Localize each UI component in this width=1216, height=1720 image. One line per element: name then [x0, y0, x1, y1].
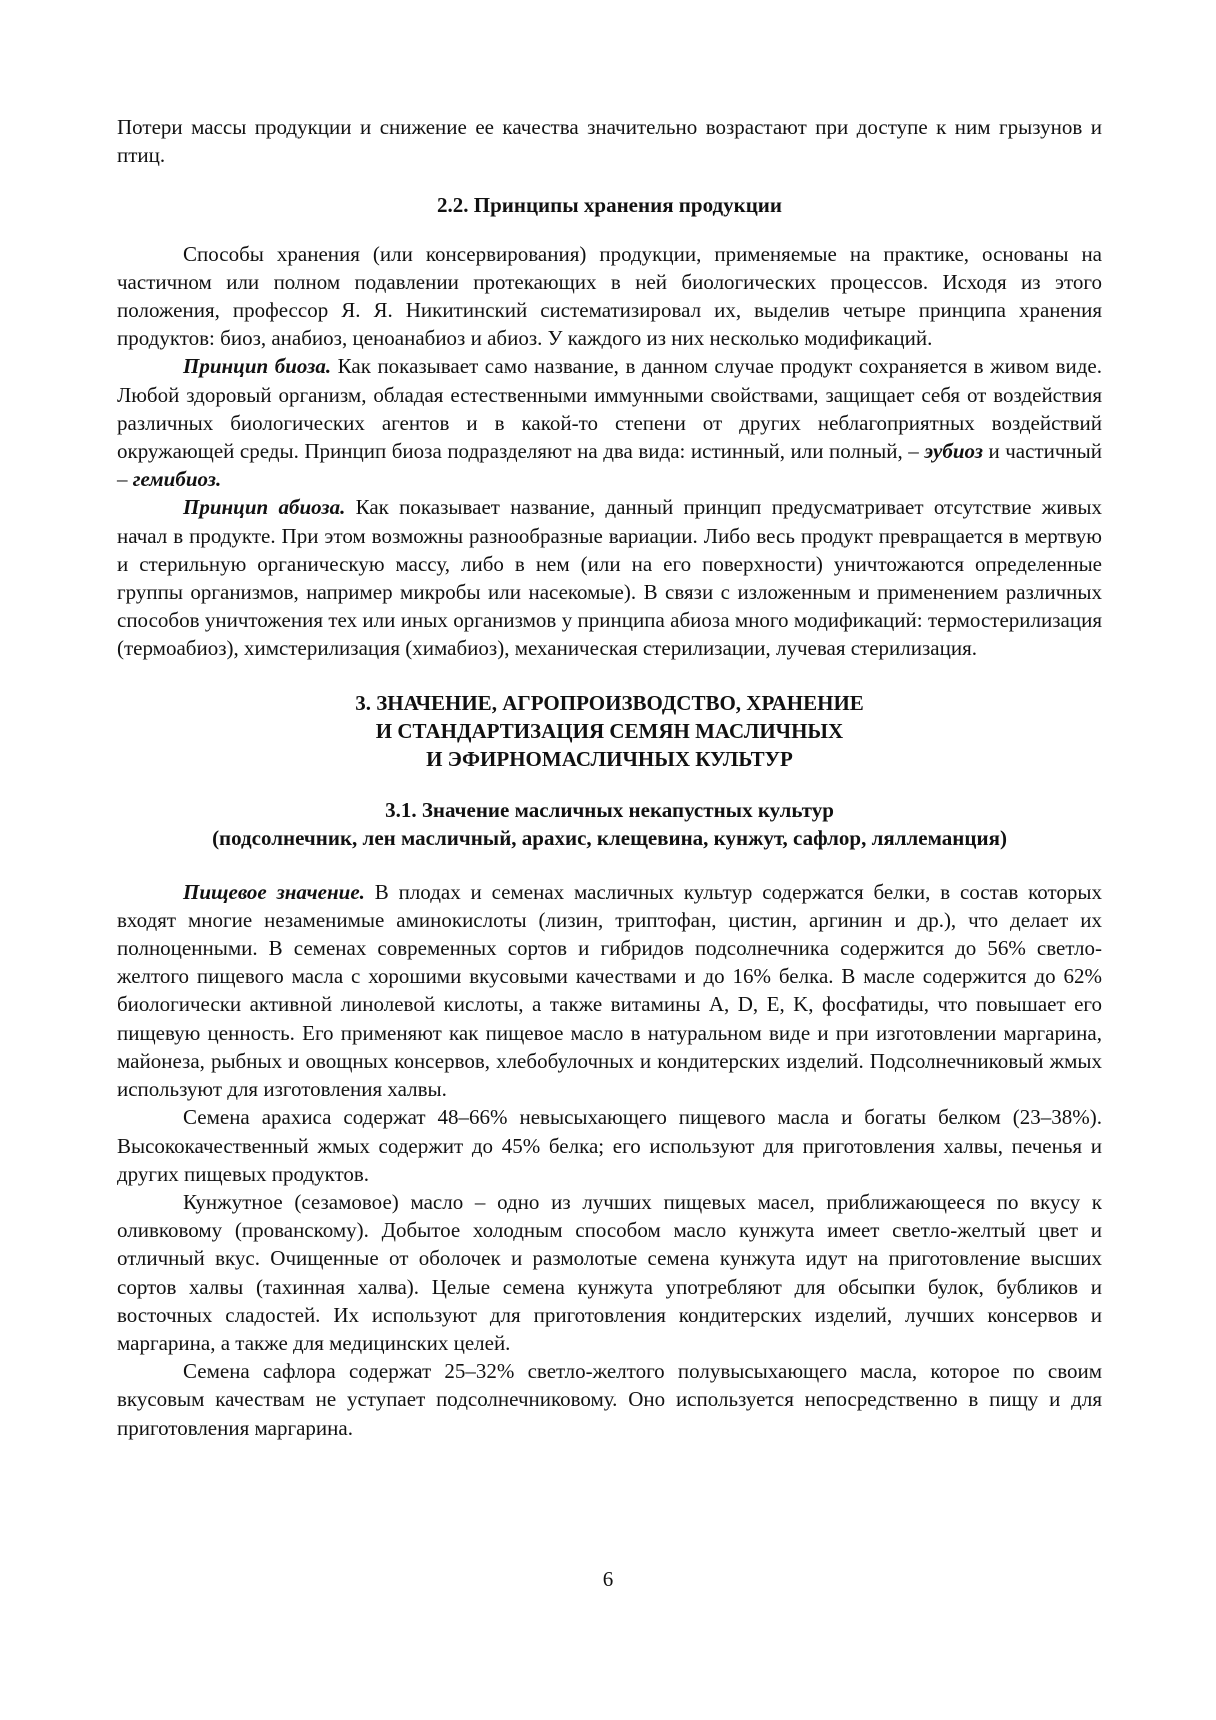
section-3-heading — [117, 689, 1102, 774]
page-content — [117, 113, 1102, 1442]
safflower-paragraph: Семена сафлора содержат 25–32% светло-желтого полувысыхающего масла, которое по своим вкусовым качествам не уступает подсолнечниковому. Оно используется непосредственно в пищу и для приготовления маргарина. — [117, 1359, 1102, 1440]
abiosis-term: Принцип абиоза. — [183, 495, 346, 520]
food-value-term: Пищевое значение. — [183, 879, 365, 904]
intro-paragraph: Потери массы продукции и снижение ее качества значительно возрастают при доступе к ним грызунов и птиц. — [117, 115, 1102, 168]
page-number: 6 — [602, 1567, 614, 1591]
section-3-heading-line-3: И ЭФИРНОМАСЛИЧНЫХ КУЛЬТУР — [426, 747, 793, 772]
section-3-1-heading — [117, 796, 1102, 852]
abiosis-paragraph — [117, 493, 1102, 662]
sesame-paragraph: Кунжутное (сезамовое) масло – одно из лучших пищевых масел, приближающееся по вкусу к оливковому (прованскому). Добытое холодным способом масло кунжута имеет светло-желтый цвет и отличный вкус. Очищенные от оболочек и размолотые семена кунжута идут на приготовление высших сортов халвы (тахинная халва). Целые семена кунжута употребляют для обсыпки булок, бубликов и восточных сладостей. Их используют для приготовления кондитерских изделий, лучших консервов и маргарина, а также для медицинских целей. — [117, 1189, 1102, 1355]
biosis-paragraph — [117, 352, 1102, 493]
section-3-1-heading-line-2: (подсолнечник, лен масличный, арахис, клещевина, кунжут, сафлор, ляллеманция) — [212, 826, 1007, 851]
section-3-heading-line-2: И СТАНДАРТИЗАЦИЯ СЕМЯН МАСЛИЧНЫХ — [375, 718, 844, 743]
eubiosis-term: эубиоз — [924, 439, 983, 464]
biosis-term: Принцип биоза. — [183, 354, 332, 379]
section-2-2-heading: 2.2. Принципы хранения продукции — [436, 193, 782, 218]
storage-methods-paragraph: Способы хранения (или консервирования) продукции, применяемые на практике, основаны на частичном или полном подавлении протекающих в ней биологических процессов. Исходя из этого положения, профессор Я. Я. Никитинский систематизировал их, выделив четыре принципа хранения продуктов: биоз, анабиоз, ценоанабиоз и абиоз. У каждого из них несколько модификаций. — [117, 241, 1102, 351]
food-value-paragraph — [117, 878, 1102, 1104]
food-value-text: В плодах и семенах масличных культур содержатся белки, в состав которых входят многие незаменимые аминокислоты (лизин, триптофан, цистин, аргинин и др.), что делает их полноценными. В семенах современных сортов и гибридов подсолнечника содержится до 56% светло-желтого пищевого масла с хорошими вкусовыми качествами и до 16% белка. В масле содержится до 62% биологически активной линолевой кислоты, а также витамины A, D, E, K, фосфатиды, что повышает его пищевую ценность. Его применяют как пищевое масло в натуральном виде и при изготовлении маргарина, майонеза, рыбных и овощных консервов, хлебобулочных и кондитерских изделий. Подсолнечниковый жмых используют для изготовления халвы. — [117, 879, 1102, 1102]
section-3-1-heading-line-1: 3.1. Значение масличных некапустных культур — [385, 798, 834, 823]
peanut-paragraph: Семена арахиса содержат 48–66% невысыхающего пищевого масла и богаты белком (23–38%). Высококачественный жмых содержит до 45% белка; его используют для приготовления халвы, печенья и других пищевых продуктов. — [117, 1105, 1102, 1186]
hemibiosis-term: гемибиоз. — [132, 467, 222, 492]
abiosis-text: Как показывает название, данный принцип предусматривает отсутствие живых начал в продукте. При этом возможны разнообразные вариации. Либо весь продукт превращается в мертвую и стерильную органическую массу, либо в нем (или на его поверхности) уничтожаются определенные группы организмов, например микробы или насекомые). В связи с изложенным и применением различных способов уничтожения тех или иных организмов у принципа абиоза много модификаций: термостерилизация (термоабиоз), химстерилизация (химабиоз), механическая стерилизации, лучевая стерилизация. — [117, 495, 1102, 661]
biosis-text: Как показывает само название, в данном случае продукт сохраняется в живом виде. Любой здоровый организм, обладая естественными иммунными свойствами, защищает себя от воздействия различных биологических агентов и в какой-то степени от других неблагоприятных воздействий окружающей среды. Принцип биоза подразделяют на два вида: истинный, или полный, – — [117, 354, 1102, 464]
biosis-text-2: и частичный – — [117, 439, 1102, 492]
section-3-heading-line-1: 3. ЗНАЧЕНИЕ, АГРОПРОИЗВОДСТВО, ХРАНЕНИЕ — [355, 690, 864, 715]
